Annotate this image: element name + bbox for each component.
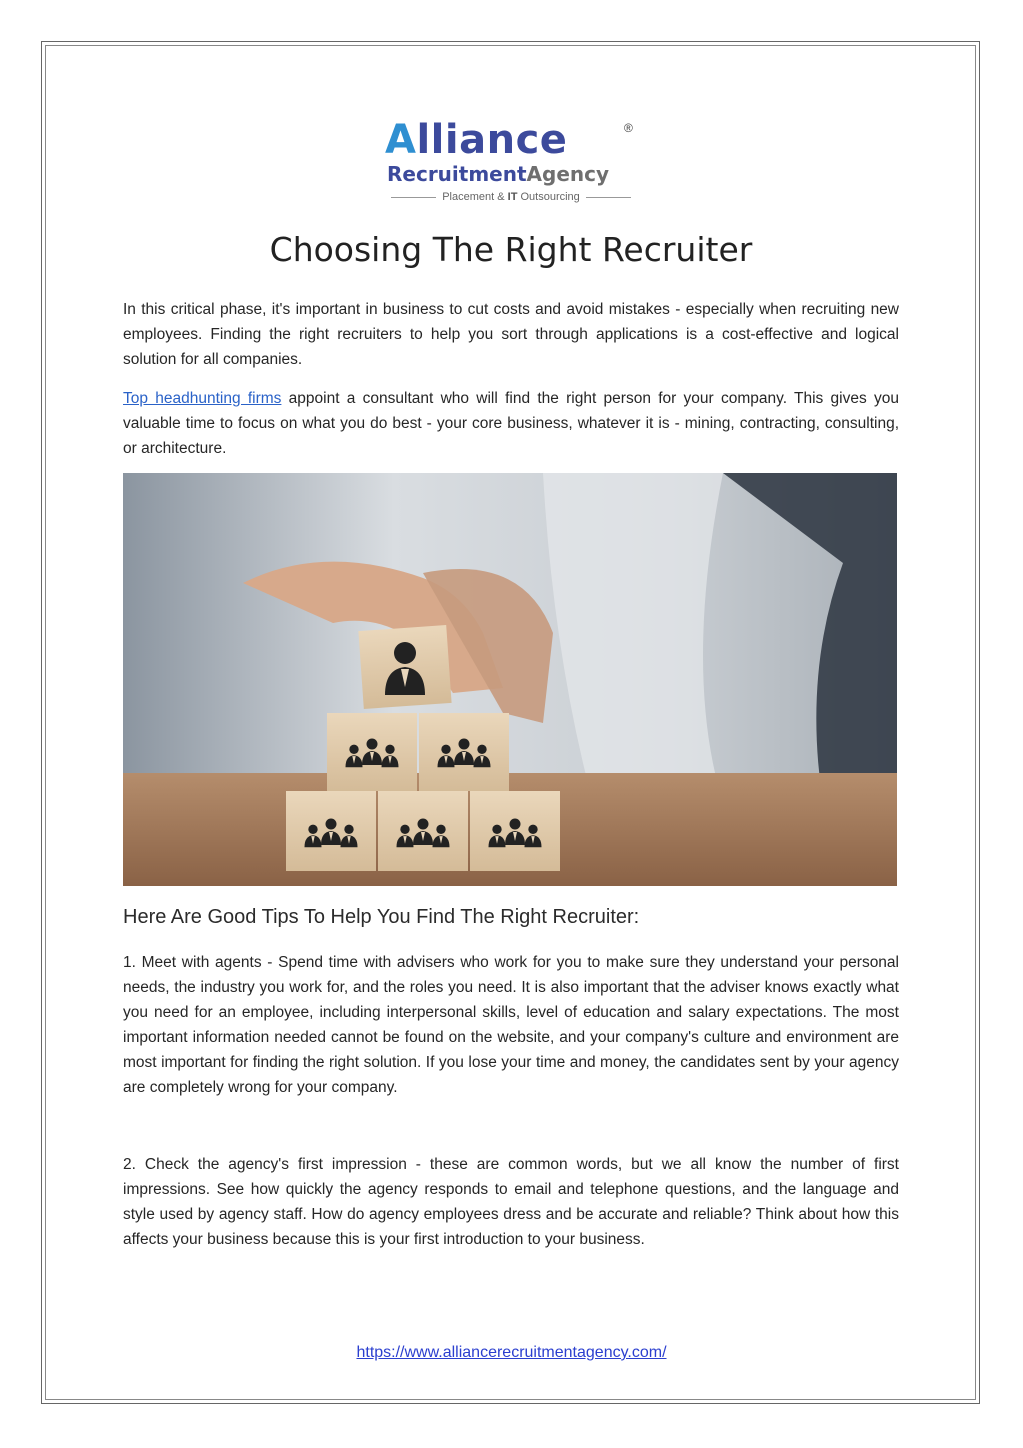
footer-website-link[interactable]: https://www.alliancerecruitmentagency.com/	[356, 1344, 667, 1361]
tip-2-paragraph: 2. Check the agency's first impression - these are common words, but we all know the number of first impressions. See how quickly the agency responds to email and telephone questions, and the language and style used by agency staff. How do agency employees dress and be accurate and reliable? Think about how this affects your business because this is your first introduction to your business.	[123, 1156, 899, 1248]
registered-mark: ®	[624, 121, 633, 135]
tip-1-paragraph: 1. Meet with agents - Spend time with advisers who work for you to make sure they understand your personal needs, the industry you work for, and the roles you need. It is also important that the adviser knows exactly what you need for an employee, including interpersonal skills, level of education and salary expectations. The most important information needed cannot be found on the website, and your company's culture and environment are most important for finding the right solution. If you lose your time and money, the candidates sent by your agency are completely wrong for your company.	[123, 954, 899, 1096]
hero-photo-recruitment-blocks	[123, 473, 897, 886]
logo-wordmark-recruitment-agency: RecruitmentAgency	[387, 162, 610, 186]
intro-paragraph-2: Top headhunting firms appoint a consultant who will find the right person for your company. This gives you valuable time to focus on what you do best - your core business, whatever it is - mining, contracting, consulting, or architecture.	[123, 390, 899, 457]
intro-paragraph-1: In this critical phase, it's important in business to cut costs and avoid mistakes - especially when recruiting new employees. Finding the right recruiters to help you sort through applications is a cost-effective and logical solution for all companies.	[123, 301, 899, 368]
tagline-rule-right	[586, 197, 631, 198]
headhunting-firms-link[interactable]: Top headhunting firms	[123, 390, 282, 407]
tagline-rule-left	[391, 197, 436, 198]
wooden-block-row-bottom	[286, 791, 560, 871]
page-title: Choosing The Right Recruiter	[269, 230, 753, 269]
logo-tagline: Placement & IT Outsourcing	[385, 190, 637, 204]
company-logo	[385, 118, 641, 210]
wooden-block-top	[358, 625, 451, 709]
logo-wordmark-alliance: Alliance	[385, 117, 568, 163]
tips-heading: Here Are Good Tips To Help You Find The Right Recruiter:	[123, 906, 640, 928]
